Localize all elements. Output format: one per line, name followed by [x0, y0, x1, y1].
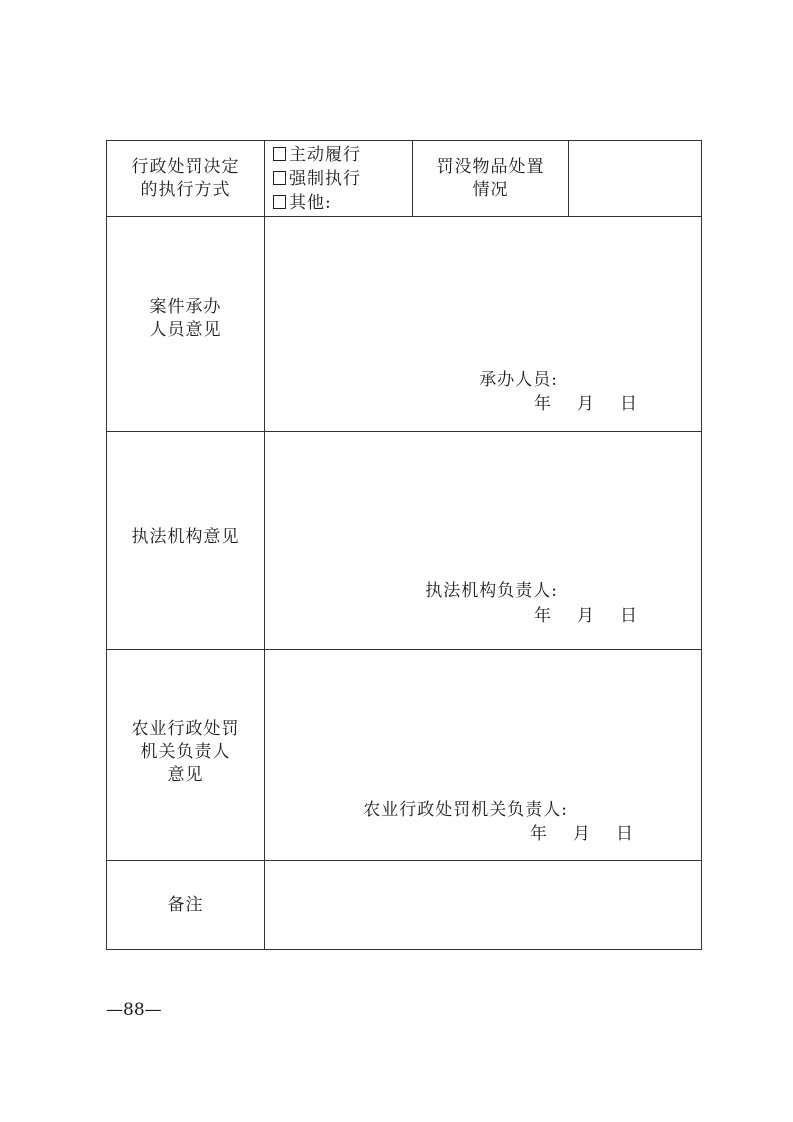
day-label: 日 — [620, 606, 637, 626]
checkbox-icon[interactable] — [273, 171, 286, 185]
handler-opinion-label — [107, 217, 265, 432]
year-label: 年 — [530, 824, 547, 844]
enforcement-opinion-field[interactable] — [265, 432, 702, 650]
execution-method-label — [107, 141, 265, 217]
checkbox-icon[interactable] — [273, 195, 286, 209]
execution-method-options — [265, 141, 413, 217]
authority-opinion-row — [107, 650, 702, 861]
execution-method-label-line1: 行政处罚决定 — [131, 156, 240, 177]
day-label: 日 — [616, 824, 633, 844]
day-label: 日 — [620, 394, 637, 414]
option-voluntary-label: 主动履行 — [289, 144, 361, 165]
page-number: —88— — [106, 1000, 162, 1020]
remarks-label: 备注 — [107, 861, 265, 950]
authority-opinion-label-line3: 意见 — [167, 764, 204, 785]
checkbox-icon[interactable] — [273, 147, 286, 161]
execution-method-label-line2: 的执行方式 — [140, 179, 231, 200]
approval-form-table — [106, 140, 702, 950]
authority-opinion-label — [107, 650, 265, 861]
disposal-label-line1: 罚没物品处置 — [436, 156, 545, 177]
handler-date — [534, 393, 637, 416]
authority-opinion-label-line2: 机关负责人 — [140, 741, 231, 762]
disposal-label-line2: 情况 — [472, 179, 509, 200]
option-voluntary[interactable] — [273, 143, 412, 167]
handler-opinion-row — [107, 217, 702, 432]
option-enforced[interactable] — [273, 167, 412, 191]
disposal-label — [413, 141, 569, 217]
month-label: 月 — [573, 824, 590, 844]
month-label: 月 — [577, 606, 594, 626]
handler-opinion-field[interactable] — [265, 217, 702, 432]
option-other-label: 其他: — [289, 192, 332, 213]
authority-opinion-field[interactable] — [265, 650, 702, 861]
authority-signature-label: 农业行政处罚机关负责人: — [363, 800, 568, 820]
year-label: 年 — [534, 606, 551, 626]
option-enforced-label: 强制执行 — [289, 168, 361, 189]
month-label: 月 — [577, 394, 594, 414]
enforcement-opinion-label: 执法机构意见 — [107, 432, 265, 650]
enforcement-signature-label: 执法机构负责人: — [425, 581, 558, 601]
handler-signature-label: 承办人员: — [479, 370, 558, 390]
disposal-value-field[interactable] — [569, 141, 702, 217]
remarks-row — [107, 861, 702, 950]
remarks-field[interactable] — [265, 861, 702, 950]
enforcement-opinion-row — [107, 432, 702, 650]
handler-opinion-label-line1: 案件承办 — [149, 297, 222, 317]
option-other[interactable] — [273, 191, 412, 215]
authority-date — [530, 823, 633, 846]
enforcement-date — [534, 605, 637, 628]
execution-method-row — [107, 141, 702, 217]
handler-opinion-label-line2: 人员意见 — [149, 320, 222, 340]
authority-opinion-label-line1: 农业行政处罚 — [131, 718, 240, 739]
year-label: 年 — [534, 394, 551, 414]
